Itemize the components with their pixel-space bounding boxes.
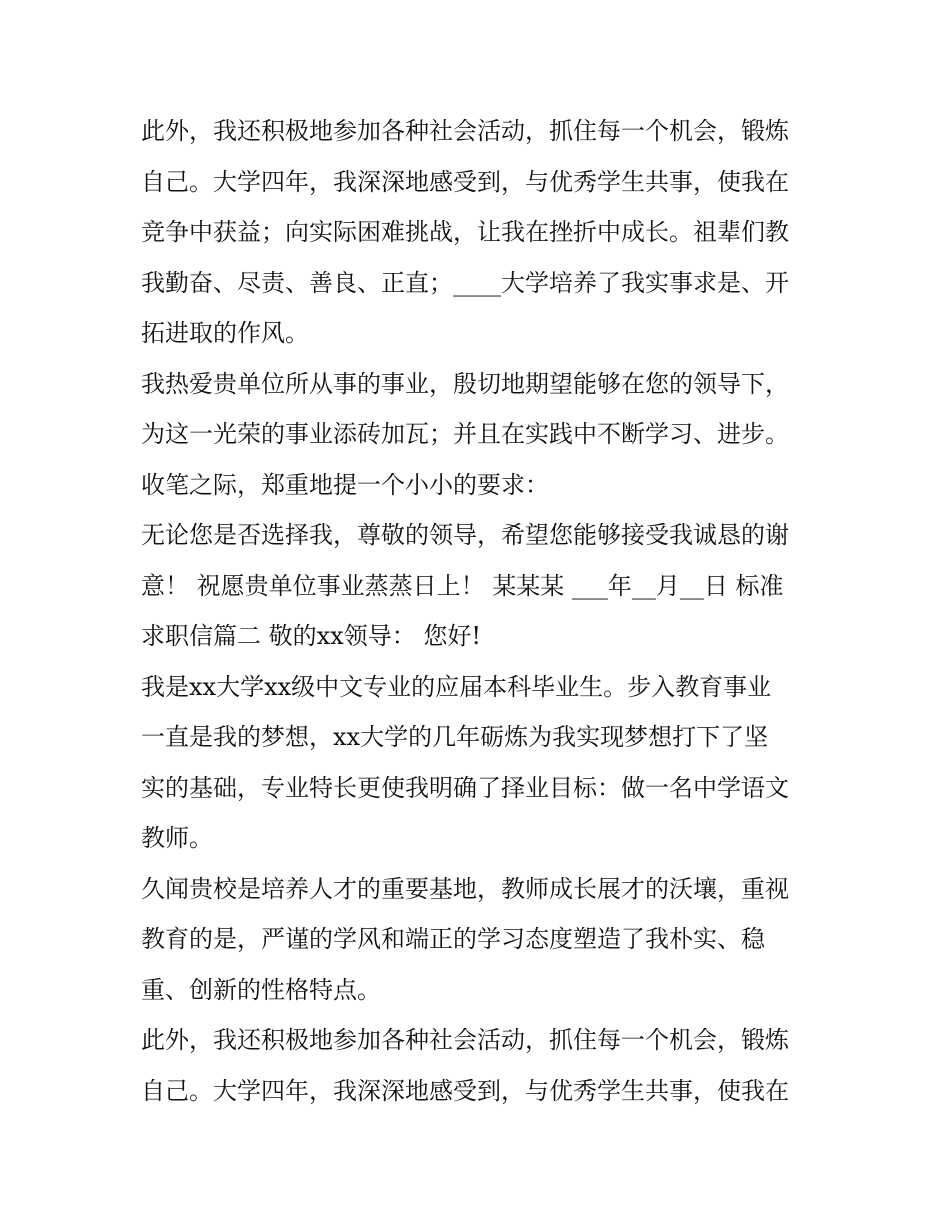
text-line: 我勤奋、尽责、善良、正直；____大学培养了我实事求是、开 [141,268,789,297]
text-line: 此外，我还积极地参加各种社会活动，抓住每一个机会，锻炼 [141,117,789,145]
text-line: 久闻贵校是培养人才的重要基地，教师成长展才的沃壤，重视 [141,874,789,903]
text-line: 此外，我还积极地参加各种社会活动，抓住每一个机会，锻炼 [141,1026,789,1054]
text-line: 求职信篇二 敬的xx领导： 您好! [141,622,481,650]
text-line: 实的基础，专业特长更使我明确了择业目标：做一名中学语文 [141,773,789,802]
text-line: 重、创新的性格特点。 [141,975,381,1004]
text-line: 意！ 祝愿贵单位事业蒸蒸日上！ 某某某 ___年__月__日 标准 [141,571,784,600]
text-line: 教师。 [141,824,213,852]
text-line: 自己。大学四年，我深深地感受到，与优秀学生共事，使我在 [141,167,789,196]
text-line: 教育的是，严谨的学风和端正的学习态度塑造了我朴实、稳 [141,925,765,953]
text-line: 自己。大学四年，我深深地感受到，与优秀学生共事，使我在 [141,1076,789,1105]
document-body [141,106,821,1116]
text-line: 为这一光荣的事业添砖加瓦；并且在实践中不断学习、进步。 [141,420,789,448]
text-line: 拓进取的作风。 [141,319,309,347]
text-line: 无论您是否选择我，尊敬的领导，希望您能够接受我诚恳的谢 [141,521,789,549]
text-line: 一直是我的梦想，xx大学的几年砺炼为我实现梦想打下了坚 [141,723,769,751]
text-line: 我热爱贵单位所从事的事业，殷切地期望能够在您的领导下， [141,369,789,398]
text-line: 竞争中获益；向实际困难挑战，让我在挫折中成长。祖辈们教 [141,218,789,246]
text-line: 我是xx大学xx级中文专业的应届本科毕业生。步入教育事业 [141,672,772,701]
text-line: 收笔之际，郑重地提一个小小的要求： [141,470,549,499]
